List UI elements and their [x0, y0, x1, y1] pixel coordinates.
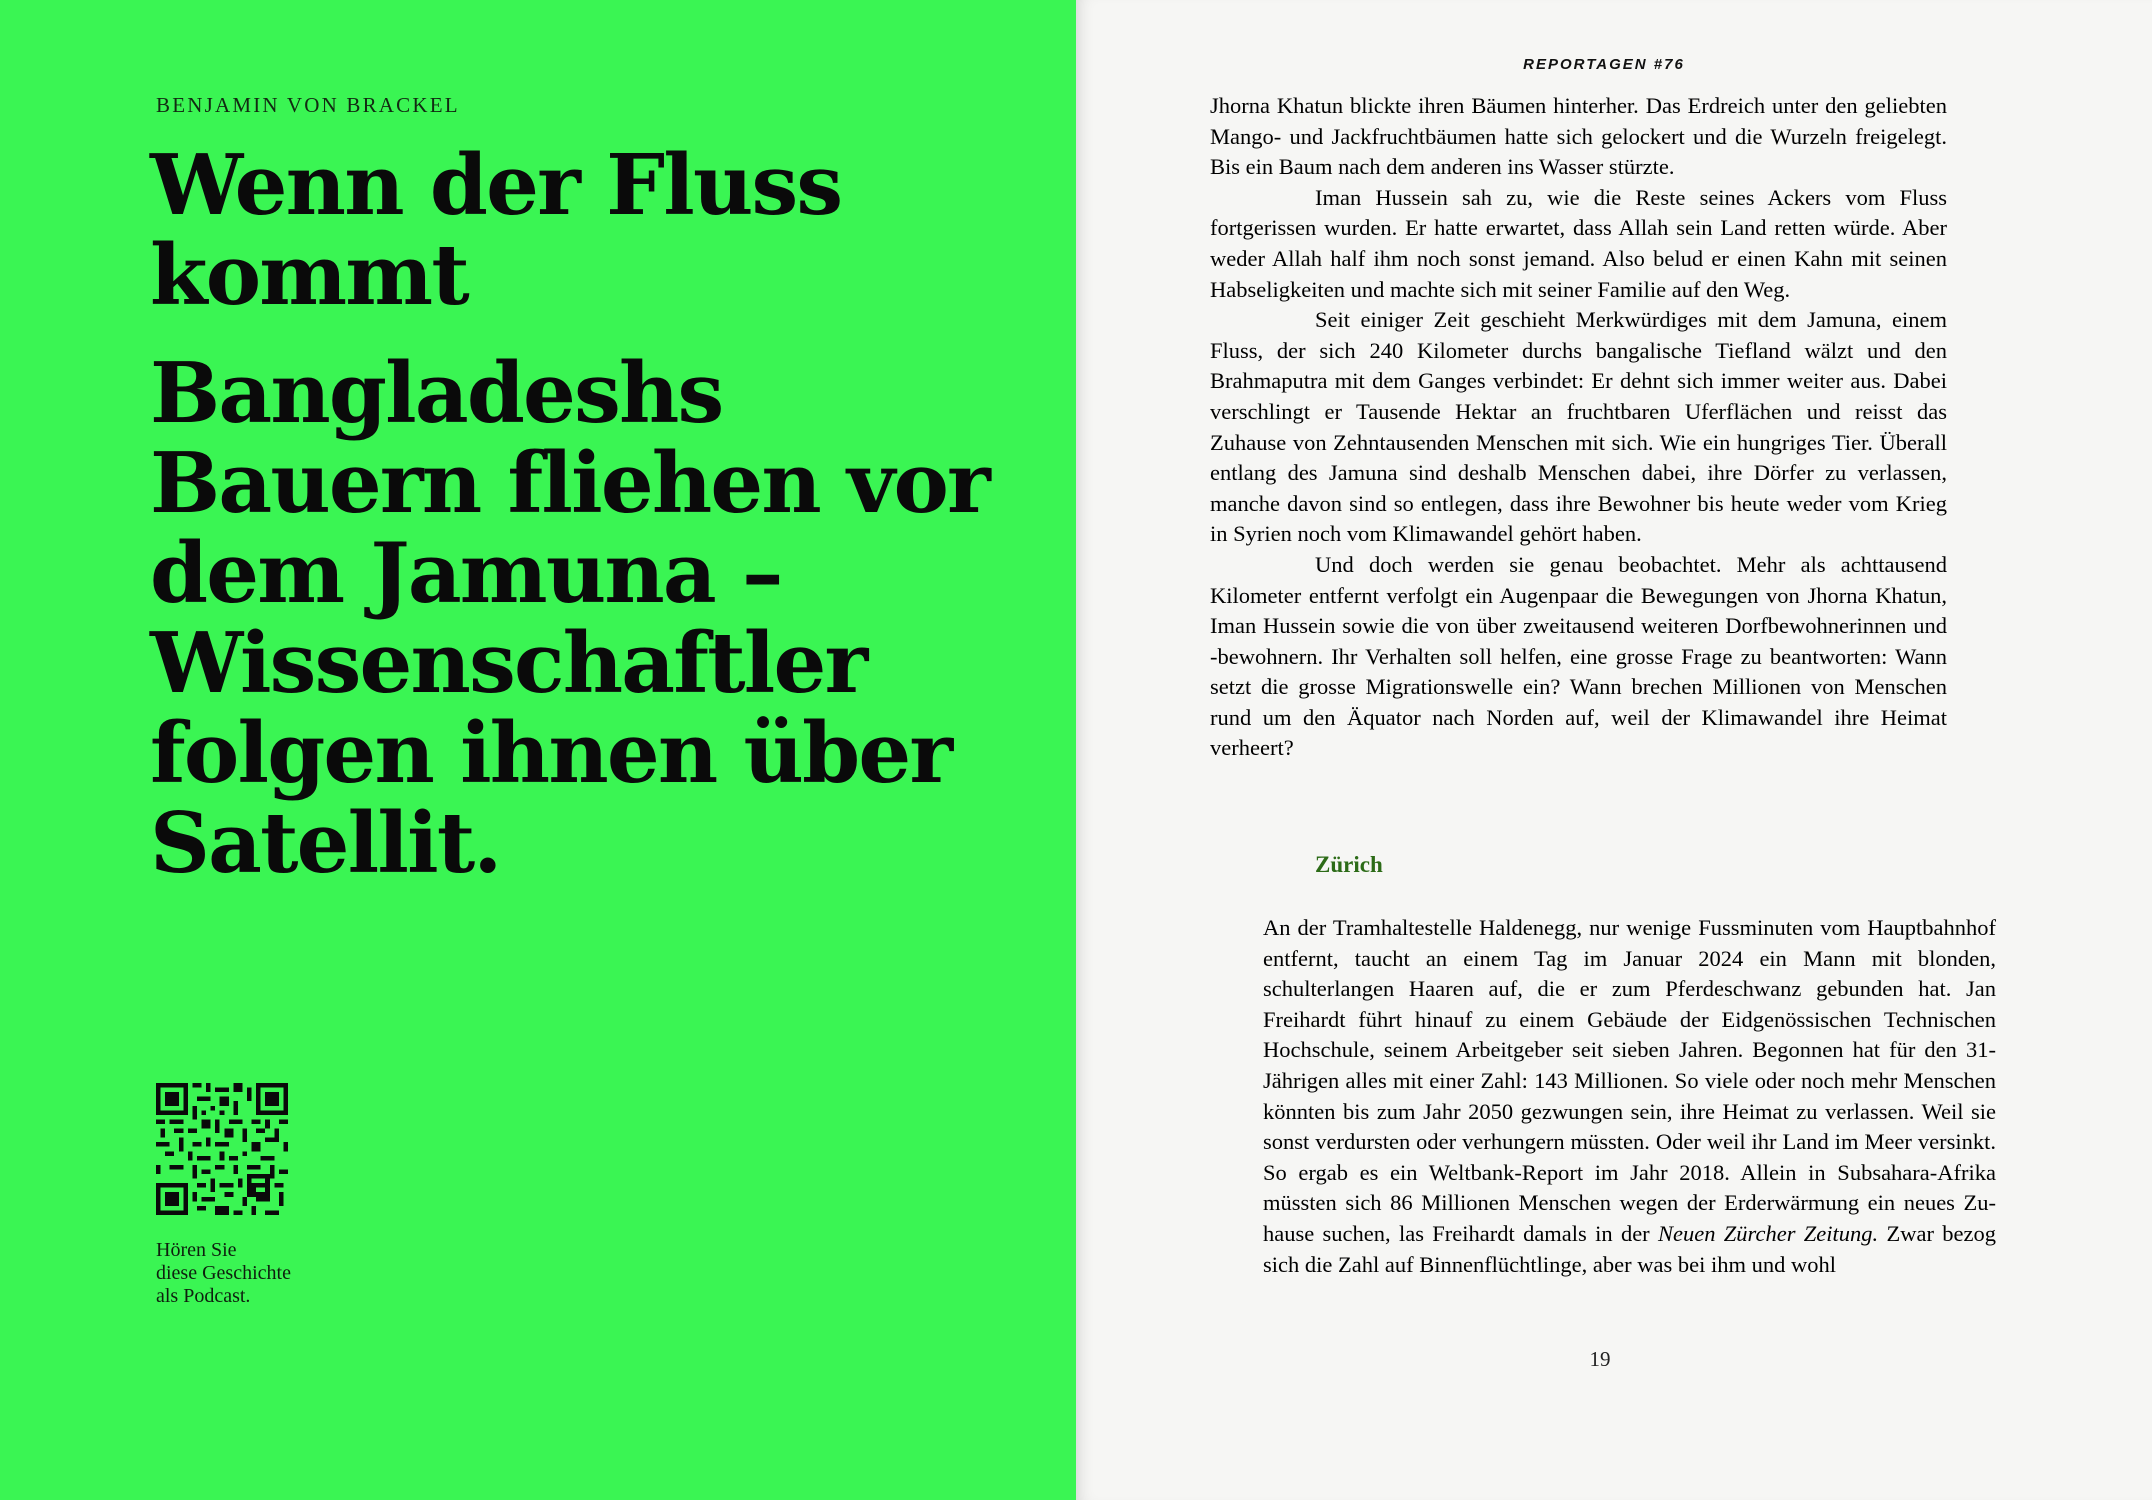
running-head-text: REPORTAGEN #76: [1523, 56, 1685, 73]
headline: [150, 136, 1010, 892]
qr-code-icon[interactable]: [156, 1083, 288, 1215]
section-paragraph: [1263, 913, 1996, 1280]
paragraph: Iman Hussein sah zu, wie die Reste seines Ackers vom Fluss fortgerissen wurden. Er hatte erwartet, dass Allah sein Land retten würde. Aber weder Allah half ihm noch sonst jemand. Also belud er einen Kahn mit seinen Habseligkeiten und machte sich mit seiner Familie auf den Weg.: [1210, 184, 1947, 302]
article-body: [1210, 91, 1947, 764]
paragraph: Jhorna Khatun blickte ihren Bäumen hinterher. Das Erdreich unter den geliebten Mango- und Jackfruchtbäumen hatte sich gelockert und die Wurzeln freigelegt. Bis ein Baum nach dem anderen ins Wasser stürzte.: [1210, 93, 1947, 180]
section-text: Zwar bezog sich die Zahl auf Binnenflüchtlinge, aber was bei ihm und wohl: [1263, 1220, 1997, 1277]
paragraph: Und doch werden sie genau beobachtet. Mehr als achttausend Kilometer entfernt verfolgt ein Augenpaar die Bewegungen von Jhorna Khatun, Iman Hussein sowie die von über zweitausend weiteren Dorfbewohnerinnen und -bewohnern. Ihr Verhalten soll helfen, eine grosse Frage zu beantworten: Wann setzt die grosse Migrationswelle ein? Wann brechen Millionen von Menschen rund um den Äquator nach Norden auf, weil der Klimawandel ihre Heimat verheert?: [1210, 551, 1947, 761]
podcast-line: als Podcast.: [156, 1285, 251, 1307]
podcast-line: diese Geschichte: [156, 1262, 291, 1284]
section-text: An der Tramhaltestelle Haldenegg, nur wenige Fussminuten vom Hauptbahnhof entfernt, taucht an einem Tag im Januar 2024 ein Mann mit blonden, schulterlangen Haaren auf, die er zum Pferdeschwanz gebunden hat. Jan Freihardt führt hinauf zu einem Gebäude der Eidgenössischen Technischen Hochschule, seinem Arbeitgeber seit sieben Jahren. Begonnen hat für den 31-Jährigen alles mit einer Zahl: 143 Millionen. So viele oder noch mehr Menschen könnten bis zum Jahr 2050 gezwungen sein, ihre Heimat zu verlassen. Weil sie sonst verdursten oder verhungern müssten. Oder weil ihr Land im Meer versinkt. So ergab es ein Weltbank-Report im Jahr 2018. Allein in Subsahara-Afrika müssten sich 86 Millionen Menschen wegen der Erderwärmung ein neues Zuhause suchen, las Freihardt damals in der: [1263, 915, 1996, 1246]
page-number: 19: [1589, 1347, 1611, 1371]
article-subtitle: Bangladeshs Bauern fliehen vor dem Jamuna – Wissenschaftler folgen ihnen über Satellit.: [150, 344, 989, 892]
running-head: [0, 56, 2152, 73]
newspaper-title: Neuen Zürcher Zeitung.: [1658, 1220, 1879, 1246]
paragraph: Seit einiger Zeit geschieht Merkwürdiges mit dem Jamuna, einem Fluss, der sich 240 Kilometer durchs bangalische Tiefland wälzt und den Brahmaputra mit dem Ganges verbindet: Er dehnt sich immer weiter aus. Dabei verschlingt er Tausende Hektar an fruchtbaren Uferflächen und reisst das Zuhause von Zehntausenden Menschen mit sich. Wie ein hungriges Tier. Überall entlang des Jamuna sind deshalb Menschen dabei, ihre Dörfer zu verlassen, manche davon sind so entlegen, dass ihre Bewohner bis heute weder vom Krieg in Syrien noch vom Klimawandel gehört haben.: [1210, 307, 1947, 547]
article-title: Wenn der Fluss kommt: [150, 136, 842, 324]
podcast-note: [156, 1239, 376, 1308]
podcast-line: Hören Sie: [156, 1239, 237, 1261]
section-heading: Zürich: [1315, 852, 1383, 877]
author-name: BENJAMIN VON BRACKEL: [156, 93, 460, 117]
